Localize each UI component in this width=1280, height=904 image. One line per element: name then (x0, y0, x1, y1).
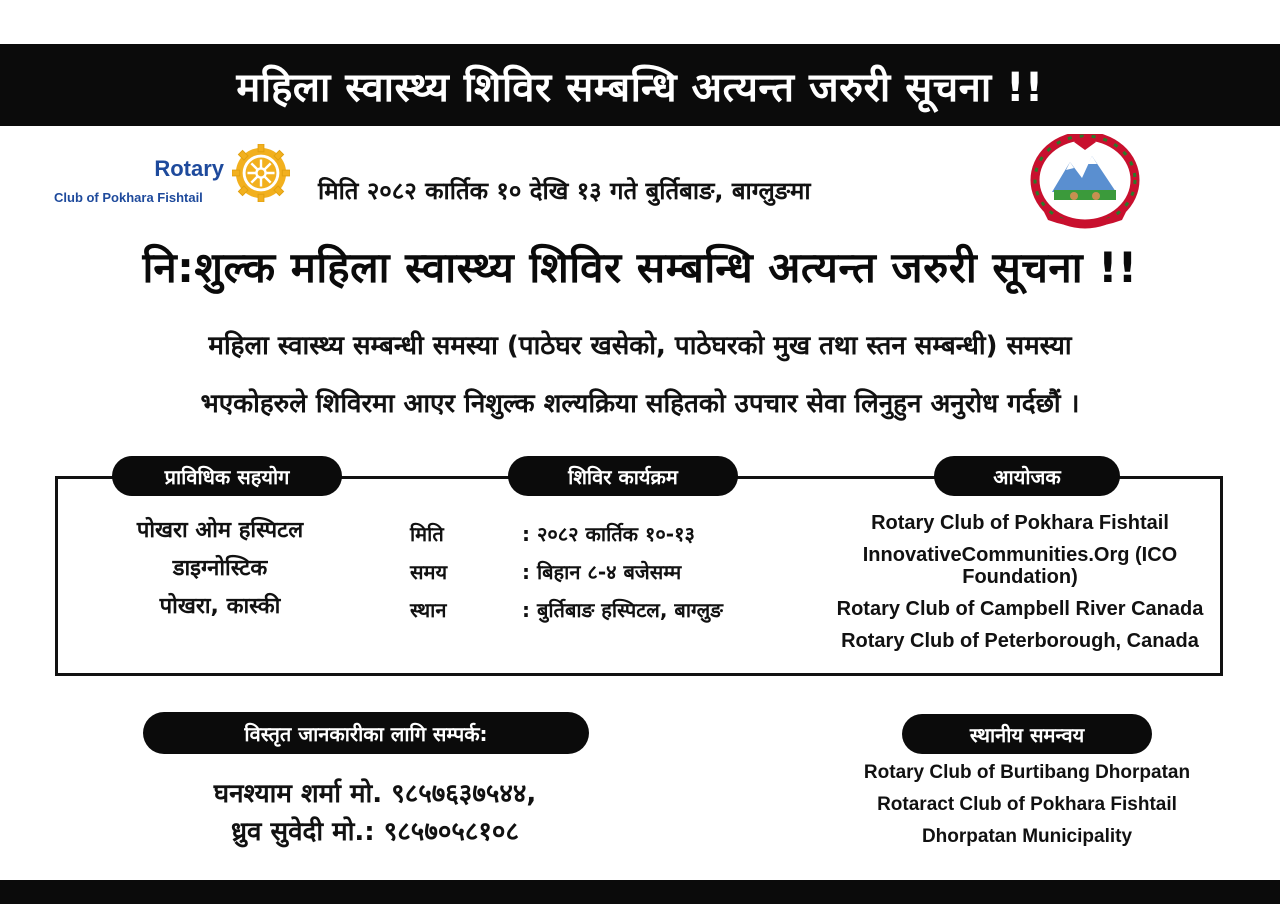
rotary-wheel-icon (232, 144, 290, 202)
contact-title: विस्तृत जानकारीका लागि सम्पर्क: (244, 721, 488, 746)
program-date-label: मिति (410, 522, 444, 546)
top-banner (0, 44, 1280, 126)
technical-support-line: डाइग्नोस्टिक (172, 556, 268, 581)
program-time-value: : बिहान ८-४ बजेसम्म (522, 560, 682, 584)
contact-line: ध्रुव सुवेदी मो.: ९८५७०५८१०८ (231, 817, 519, 847)
banner-title: महिला स्वास्थ्य शिविर सम्बन्धि अत्यन्त जरुरी सूचना !! (236, 64, 1044, 111)
organizer-heading (934, 456, 1120, 496)
notice-body-line-1: महिला स्वास्थ्य सम्बन्धी समस्या (पाठेघर खसेको, पाठेघरको मुख तथा स्तन सम्बन्धी) समस्या (208, 331, 1072, 361)
technical-support-line: पोखरा ओम हस्पिटल (136, 518, 304, 543)
rotary-club-name: Club of Pokhara Fishtail (54, 190, 203, 205)
local-coordination-item: Rotary Club of Burtibang Dhorpatan (863, 762, 1191, 783)
nepal-government-emblem-icon (1030, 134, 1140, 230)
main-heading: नि:शुल्क महिला स्वास्थ्य शिविर सम्बन्धि अत्यन्त जरुरी सूचना !! (142, 243, 1138, 292)
program-date-value: : २०८२ कार्तिक १०-१३ (522, 522, 695, 546)
rotary-name: Rotary (154, 156, 224, 181)
contact-heading (143, 712, 589, 754)
local-coordination-title: स्थानीय समन्वय (969, 722, 1085, 747)
camp-program-heading (508, 456, 738, 496)
technical-support-line: पोखरा, कास्की (159, 594, 281, 619)
camp-program-title: शिविर कार्यक्रम (568, 464, 678, 489)
organizer-item: InnovativeCommunities.Org (ICO Foundation) (862, 544, 1178, 588)
contact-line: घनश्याम शर्मा मो. ९८५७६३७५४४, (213, 779, 537, 809)
notice-body-line-2: भएकोहरुले शिविरमा आएर निशुल्क शल्यक्रिया सहितको उपचार सेवा लिनुहुन अनुरोध गर्दछौं । (200, 389, 1080, 419)
local-coordination-heading (902, 714, 1152, 754)
rotary-logo (54, 144, 294, 214)
technical-support-list (100, 512, 340, 626)
local-coordination-item: Dhorpatan Municipality (921, 826, 1133, 847)
organizer-item: Rotary Club of Pokhara Fishtail (871, 512, 1169, 534)
organizer-list (830, 512, 1210, 662)
organizer-item: Rotary Club of Peterborough, Canada (841, 630, 1199, 652)
program-venue-value: : बुर्तिबाङ हस्पिटल, बाग्लुङ (522, 598, 723, 622)
local-coordination-item: Rotaract Club of Pokhara Fishtail (877, 794, 1177, 815)
camp-date-location: मिति २०८२ कार्तिक १० देखि १३ गते बुर्तिबाङ, बाग्लुङमा (318, 177, 811, 205)
technical-support-title: प्राविधिक सहयोग (164, 464, 290, 489)
organizer-item: Rotary Club of Campbell River Canada (836, 598, 1204, 620)
program-time-label: समय (410, 560, 448, 584)
program-venue-label: स्थान (410, 598, 447, 622)
local-coordination-list (832, 762, 1222, 858)
technical-support-heading (112, 456, 342, 496)
bottom-bar (0, 880, 1280, 904)
organizer-title: आयोजक (993, 464, 1061, 489)
